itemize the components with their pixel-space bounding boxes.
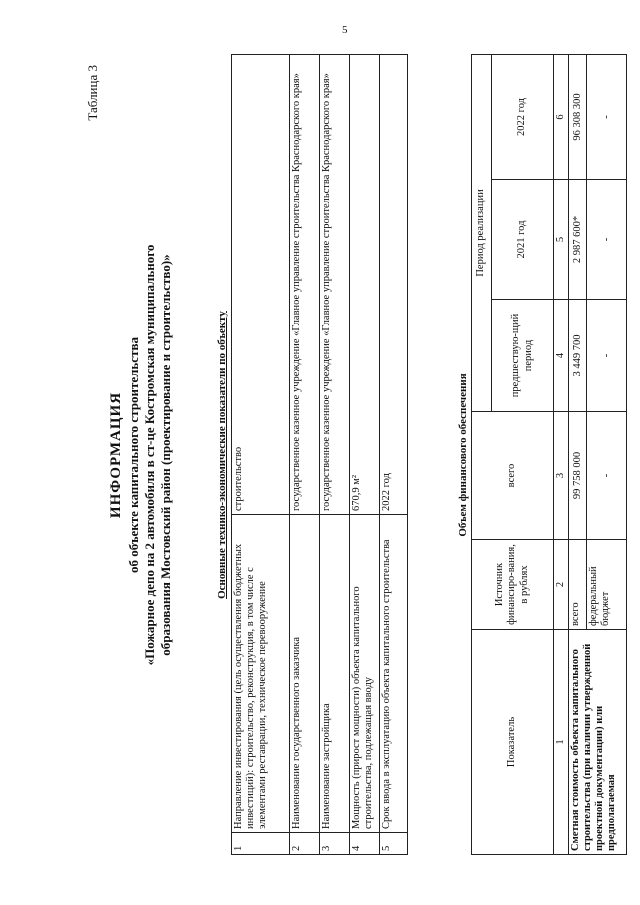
year-2022-cell: 96 308 300	[569, 54, 587, 179]
row-number: 2	[290, 833, 320, 855]
header-2021: 2021 год	[492, 180, 554, 300]
heading-line-1: об объекте капитального строительства	[125, 337, 141, 573]
header-total: всего	[472, 412, 554, 540]
row-value: 670,9 м²	[350, 55, 380, 515]
column-number: 6	[554, 54, 569, 179]
row-label: Мощность (прирост мощности) объекта капитального строительства, подлежащая вводу	[350, 515, 380, 833]
row-number: 1	[232, 833, 290, 855]
header-previous-period: предшествую-щий период	[492, 300, 554, 412]
row-number: 4	[350, 833, 380, 855]
year-2021-cell: -	[587, 180, 627, 300]
previous-period-cell: 3 449 700	[569, 300, 587, 412]
heading-title: ИНФОРМАЦИЯ	[108, 391, 124, 519]
heading-line-2: «Пожарное депо на 2 автомобиля в ст-це Костромская муниципального	[142, 244, 157, 666]
header-row	[472, 54, 492, 854]
page-number: 5	[342, 24, 348, 36]
column-number: 3	[554, 412, 569, 540]
row-value: государственное казенное учреждение «Главное управление строительства Краснодарского края»	[320, 55, 350, 515]
table-row	[290, 55, 320, 855]
year-2021-cell: 2 987 600*	[569, 180, 587, 300]
table-caption: Таблица 3	[85, 65, 100, 121]
table-row	[320, 55, 350, 855]
column-number: 2	[554, 540, 569, 630]
header-2022: 2022 год	[492, 54, 554, 179]
row-label: Направление инвестирования (цель осуществления бюджетных инвестиций): строительство, реконструкция, в том числе с элементами реставрации, техническое перевооружение	[232, 515, 290, 833]
column-number: 4	[554, 300, 569, 412]
total-cell: -	[587, 412, 627, 540]
year-2022-cell: -	[587, 54, 627, 179]
column-number: 1	[554, 630, 569, 855]
header-indicator: Показатель	[472, 630, 554, 855]
financing-table	[471, 54, 627, 855]
row-number: 3	[320, 833, 350, 855]
header-period: Период реализации	[472, 54, 492, 411]
document-heading	[107, 55, 175, 855]
row-label: Наименование государственного заказчика	[290, 515, 320, 833]
table-row	[569, 54, 587, 854]
row-label: Наименование застройщика	[320, 515, 350, 833]
table-row	[232, 55, 290, 855]
source-cell: всего	[569, 540, 587, 630]
heading-line-3: образования Мостовский район (проектирование и строительство)»	[158, 254, 174, 656]
column-number: 5	[554, 180, 569, 300]
column-number-row	[554, 54, 569, 854]
tech-indicators-table	[231, 54, 408, 855]
source-cell: федеральный бюджет	[587, 540, 627, 630]
row-label: Срок ввода в эксплуатацию объекта капитального строительства	[380, 515, 408, 833]
row-number: 5	[380, 833, 408, 855]
table-row	[350, 55, 380, 855]
rotated-document-content	[85, 55, 640, 855]
table-row	[380, 55, 408, 855]
tech-section-title: Основные технико-экономические показатели по объекту	[216, 311, 228, 599]
total-cell: 99 758 000	[569, 412, 587, 540]
row-value: государственное казенное учреждение «Главное управление строительства Краснодарского края»	[290, 55, 320, 515]
row-value: строительство	[232, 55, 290, 515]
row-label: Сметная стоимость объекта капитального строительства (при наличии утвержденной проектной документации) или предполагаемая	[569, 630, 627, 855]
header-source: Источник финансиро-вания, в рублях	[472, 540, 554, 630]
financing-section-title: Объем финансового обеспечения	[457, 373, 469, 537]
row-value: 2022 год	[380, 55, 408, 515]
previous-period-cell: -	[587, 300, 627, 412]
